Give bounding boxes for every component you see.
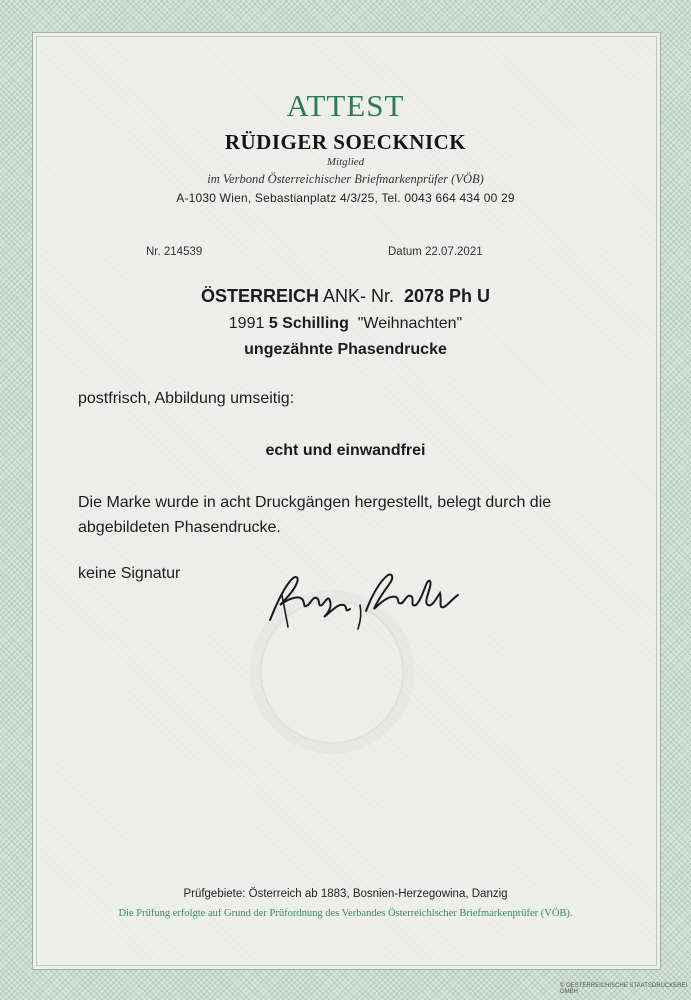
address-line: A-1030 Wien, Sebastianplatz 4/3/25, Tel. 0043 664 434 00 29 — [176, 191, 515, 205]
description-text: Die Marke wurde in acht Druckgängen hergestellt, belegt durch die abgebildeten Phasendrucke. — [78, 494, 552, 536]
issue-year: 1991 — [228, 315, 265, 332]
signature-note: keine Signatur — [78, 565, 181, 582]
certificate-date: Datum 22.07.2021 — [388, 246, 483, 258]
country: ÖSTERREICH — [200, 286, 319, 306]
item-variety: ungezähnte Phasendrucke — [244, 341, 447, 358]
certificate-title: ATTEST — [286, 88, 405, 123]
item-line-issue — [0, 315, 691, 333]
item-line-country — [0, 286, 691, 307]
regulation-note: Die Prüfung erfolgte auf Grund der Prüfordnung des Verbandes Österreichischer Briefmarkenprüfer (VÖB). — [118, 908, 573, 919]
printer-imprint: © OESTERREICHISCHE STAATSDRUCKEREI GMBH — [560, 983, 688, 995]
issue-title: "Weihnachten" — [357, 315, 463, 332]
association-line: im Verbond Österreichischer Briefmarkenprüfer (VÖB) — [207, 172, 484, 186]
verdict-text: echt und einwandfrei — [265, 442, 426, 459]
ank-label: ANK- Nr. — [322, 286, 394, 306]
member-label: Mitglied — [326, 156, 365, 168]
certificate-number: Nr. 214539 — [146, 246, 203, 258]
test-areas: Prüfgebiete: Österreich ab 1883, Bosnien-Herzegowina, Danzig — [183, 888, 508, 900]
examiner-name: RÜDIGER SOECKNICK — [224, 130, 467, 154]
condition-text: postfrisch, Abbildung umseitig: — [78, 390, 295, 407]
ank-number: 2078 Ph U — [404, 286, 491, 306]
face-value: 5 Schilling — [268, 315, 349, 332]
handwritten-signature — [262, 565, 472, 635]
